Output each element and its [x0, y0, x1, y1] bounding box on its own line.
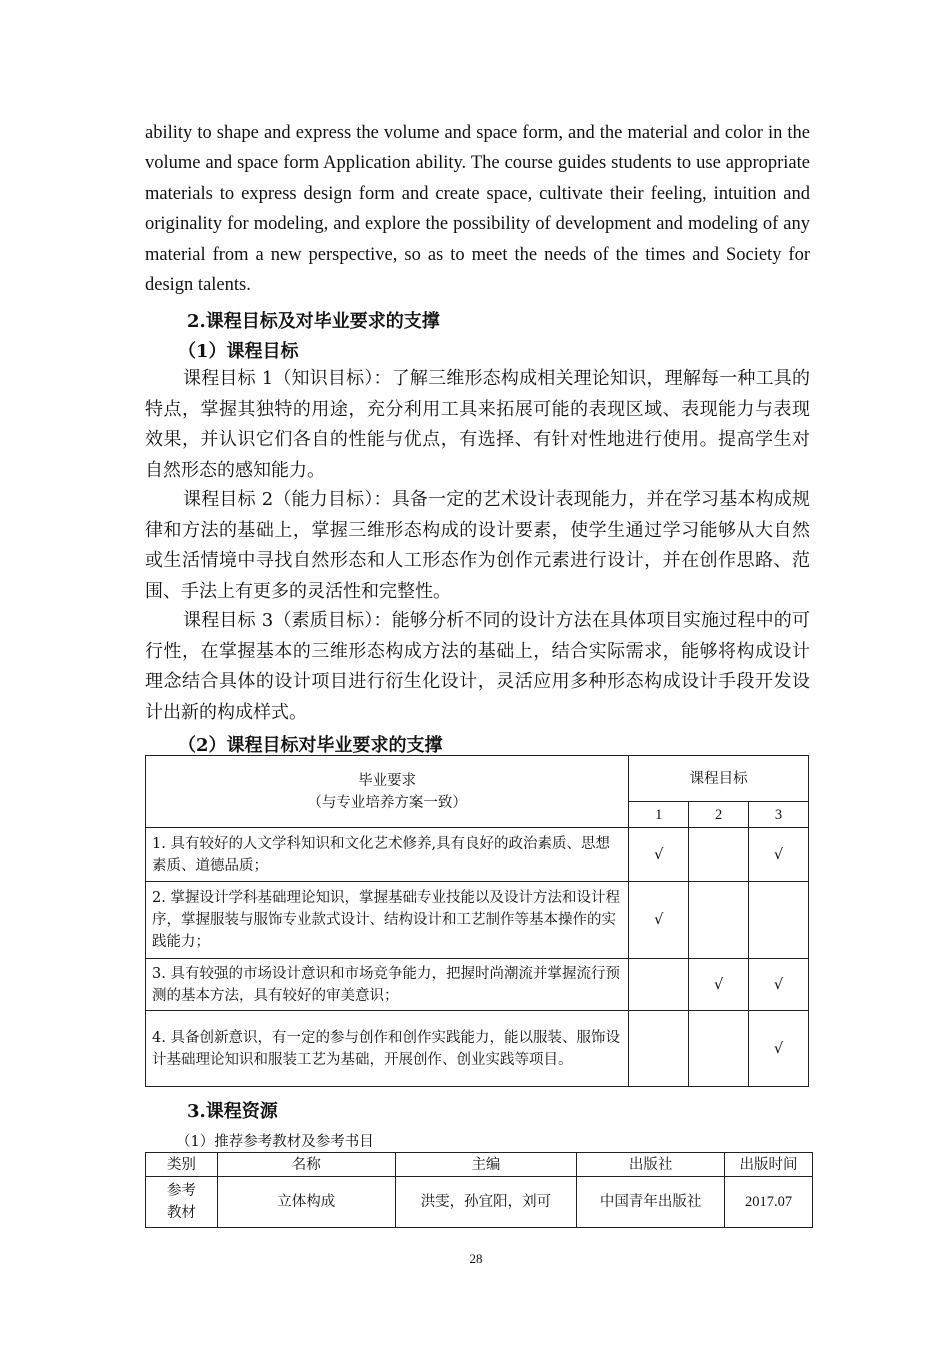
support-mark	[629, 1011, 689, 1087]
goal-1-paragraph: 课程目标 1（知识目标）：了解三维形态构成相关理论知识，理解每一种工具的特点，掌握其独特的用途，充分利用工具来拓展可能的表现区域、表现能力与表现效果，并认识它们各自的性能与优点，有选择、有针对性地进行使用。提高学生对自然形态的感知能力。	[145, 368, 810, 481]
support-mark: √	[629, 828, 689, 882]
support-mark: √	[749, 828, 809, 882]
table-row	[146, 959, 809, 1011]
books-caption: （1）推荐参考教材及参考书目	[176, 1134, 374, 1150]
table-row	[146, 1177, 813, 1228]
requirement-text: 4. 具备创新意识，有一定的参与创作和创作实践能力，能以服装、服饰设计基础理论知识和服装工艺为基础，开展创作、创业实践等项目。	[146, 1011, 629, 1087]
support-mark	[689, 828, 749, 882]
subsection-1-title: （1）课程目标	[178, 341, 299, 362]
requirement-text: 2. 掌握设计学科基础理论知识，掌握基础专业技能以及设计方法和设计程序，掌握服装与服饰专业款式设计、结构设计和工艺制作等基本操作的实践能力；	[146, 882, 629, 959]
goal-col-3: 3	[749, 802, 809, 828]
book-editor: 洪雯，孙宜阳，刘可	[395, 1177, 577, 1228]
intro-english-paragraph: ability to shape and express the volume and space form, and the material and color in the volume and space form Application ability. The course guides students to use appropriate materials to express design form and create space, cultivate their feeling, intuition and originality for modeling, and explore the possibility of development and modeling of any material from a new perspective, so as to meet the needs of the times and Society for design talents.	[145, 123, 810, 296]
header-requirement	[146, 756, 629, 828]
support-mark: √	[749, 959, 809, 1011]
book-category-line2: 教材	[166, 1205, 196, 1221]
support-mark	[629, 959, 689, 1011]
header-title: 名称	[217, 1153, 395, 1177]
header-date: 出版时间	[725, 1153, 813, 1177]
book-category	[146, 1177, 218, 1228]
support-mark: √	[749, 1011, 809, 1087]
support-mark	[749, 882, 809, 959]
requirement-text: 1. 具有较好的人文学科知识和文化艺术修养,具有良好的政治素质、思想素质、道德品质；	[146, 828, 629, 882]
book-category-line1: 参考	[166, 1183, 196, 1199]
header-requirement-sub: （与专业培养方案一致）	[307, 794, 467, 811]
support-mark: √	[689, 959, 749, 1011]
goal-2-paragraph: 课程目标 2（能力目标）：具备一定的艺术设计表现能力，并在学习基本构成规律和方法的基础上，掌握三维形态构成的设计要素，使学生通过学习能够从大自然或生活情境中寻找自然形态和人工形态作为创作元素进行设计，并在创作思路、范围、手法上有更多的灵活性和完整性。	[145, 489, 810, 602]
goal-3-paragraph: 课程目标 3（素质目标）：能够分析不同的设计方法在具体项目实施过程中的可行性，在掌握基本的三维形态构成方法的基础上，结合实际需求，能够将构成设计理念结合具体的设计项目进行衍生化设计，灵活应用多种形态构成设计手段开发设计出新的构成样式。	[145, 610, 810, 723]
table-row	[146, 882, 809, 959]
header-category: 类别	[146, 1153, 218, 1177]
book-title: 立体构成	[217, 1177, 395, 1228]
requirement-text: 3. 具有较强的市场设计意识和市场竞争能力，把握时尚潮流并掌握流行预测的基本方法，具有较好的审美意识；	[146, 959, 629, 1011]
book-publisher: 中国青年出版社	[577, 1177, 725, 1228]
goal-col-1: 1	[629, 802, 689, 828]
header-editor: 主编	[395, 1153, 577, 1177]
header-requirement-label: 毕业要求	[358, 772, 417, 789]
header-publisher: 出版社	[577, 1153, 725, 1177]
requirements-table	[145, 755, 809, 1087]
support-mark	[689, 882, 749, 959]
subsection-2-title: （2）课程目标对毕业要求的支撑	[178, 735, 443, 756]
goal-col-2: 2	[689, 802, 749, 828]
support-mark: √	[629, 882, 689, 959]
support-mark	[689, 1011, 749, 1087]
section-3-title: 3.课程资源	[187, 1101, 278, 1122]
page-number: 28	[469, 1251, 483, 1266]
books-table	[145, 1152, 813, 1228]
header-course-goals: 课程目标	[629, 756, 809, 802]
section-2-title: 2.课程目标及对毕业要求的支撑	[187, 311, 440, 332]
table-row	[146, 1011, 809, 1087]
book-date: 2017.07	[725, 1177, 813, 1228]
table-row	[146, 828, 809, 882]
